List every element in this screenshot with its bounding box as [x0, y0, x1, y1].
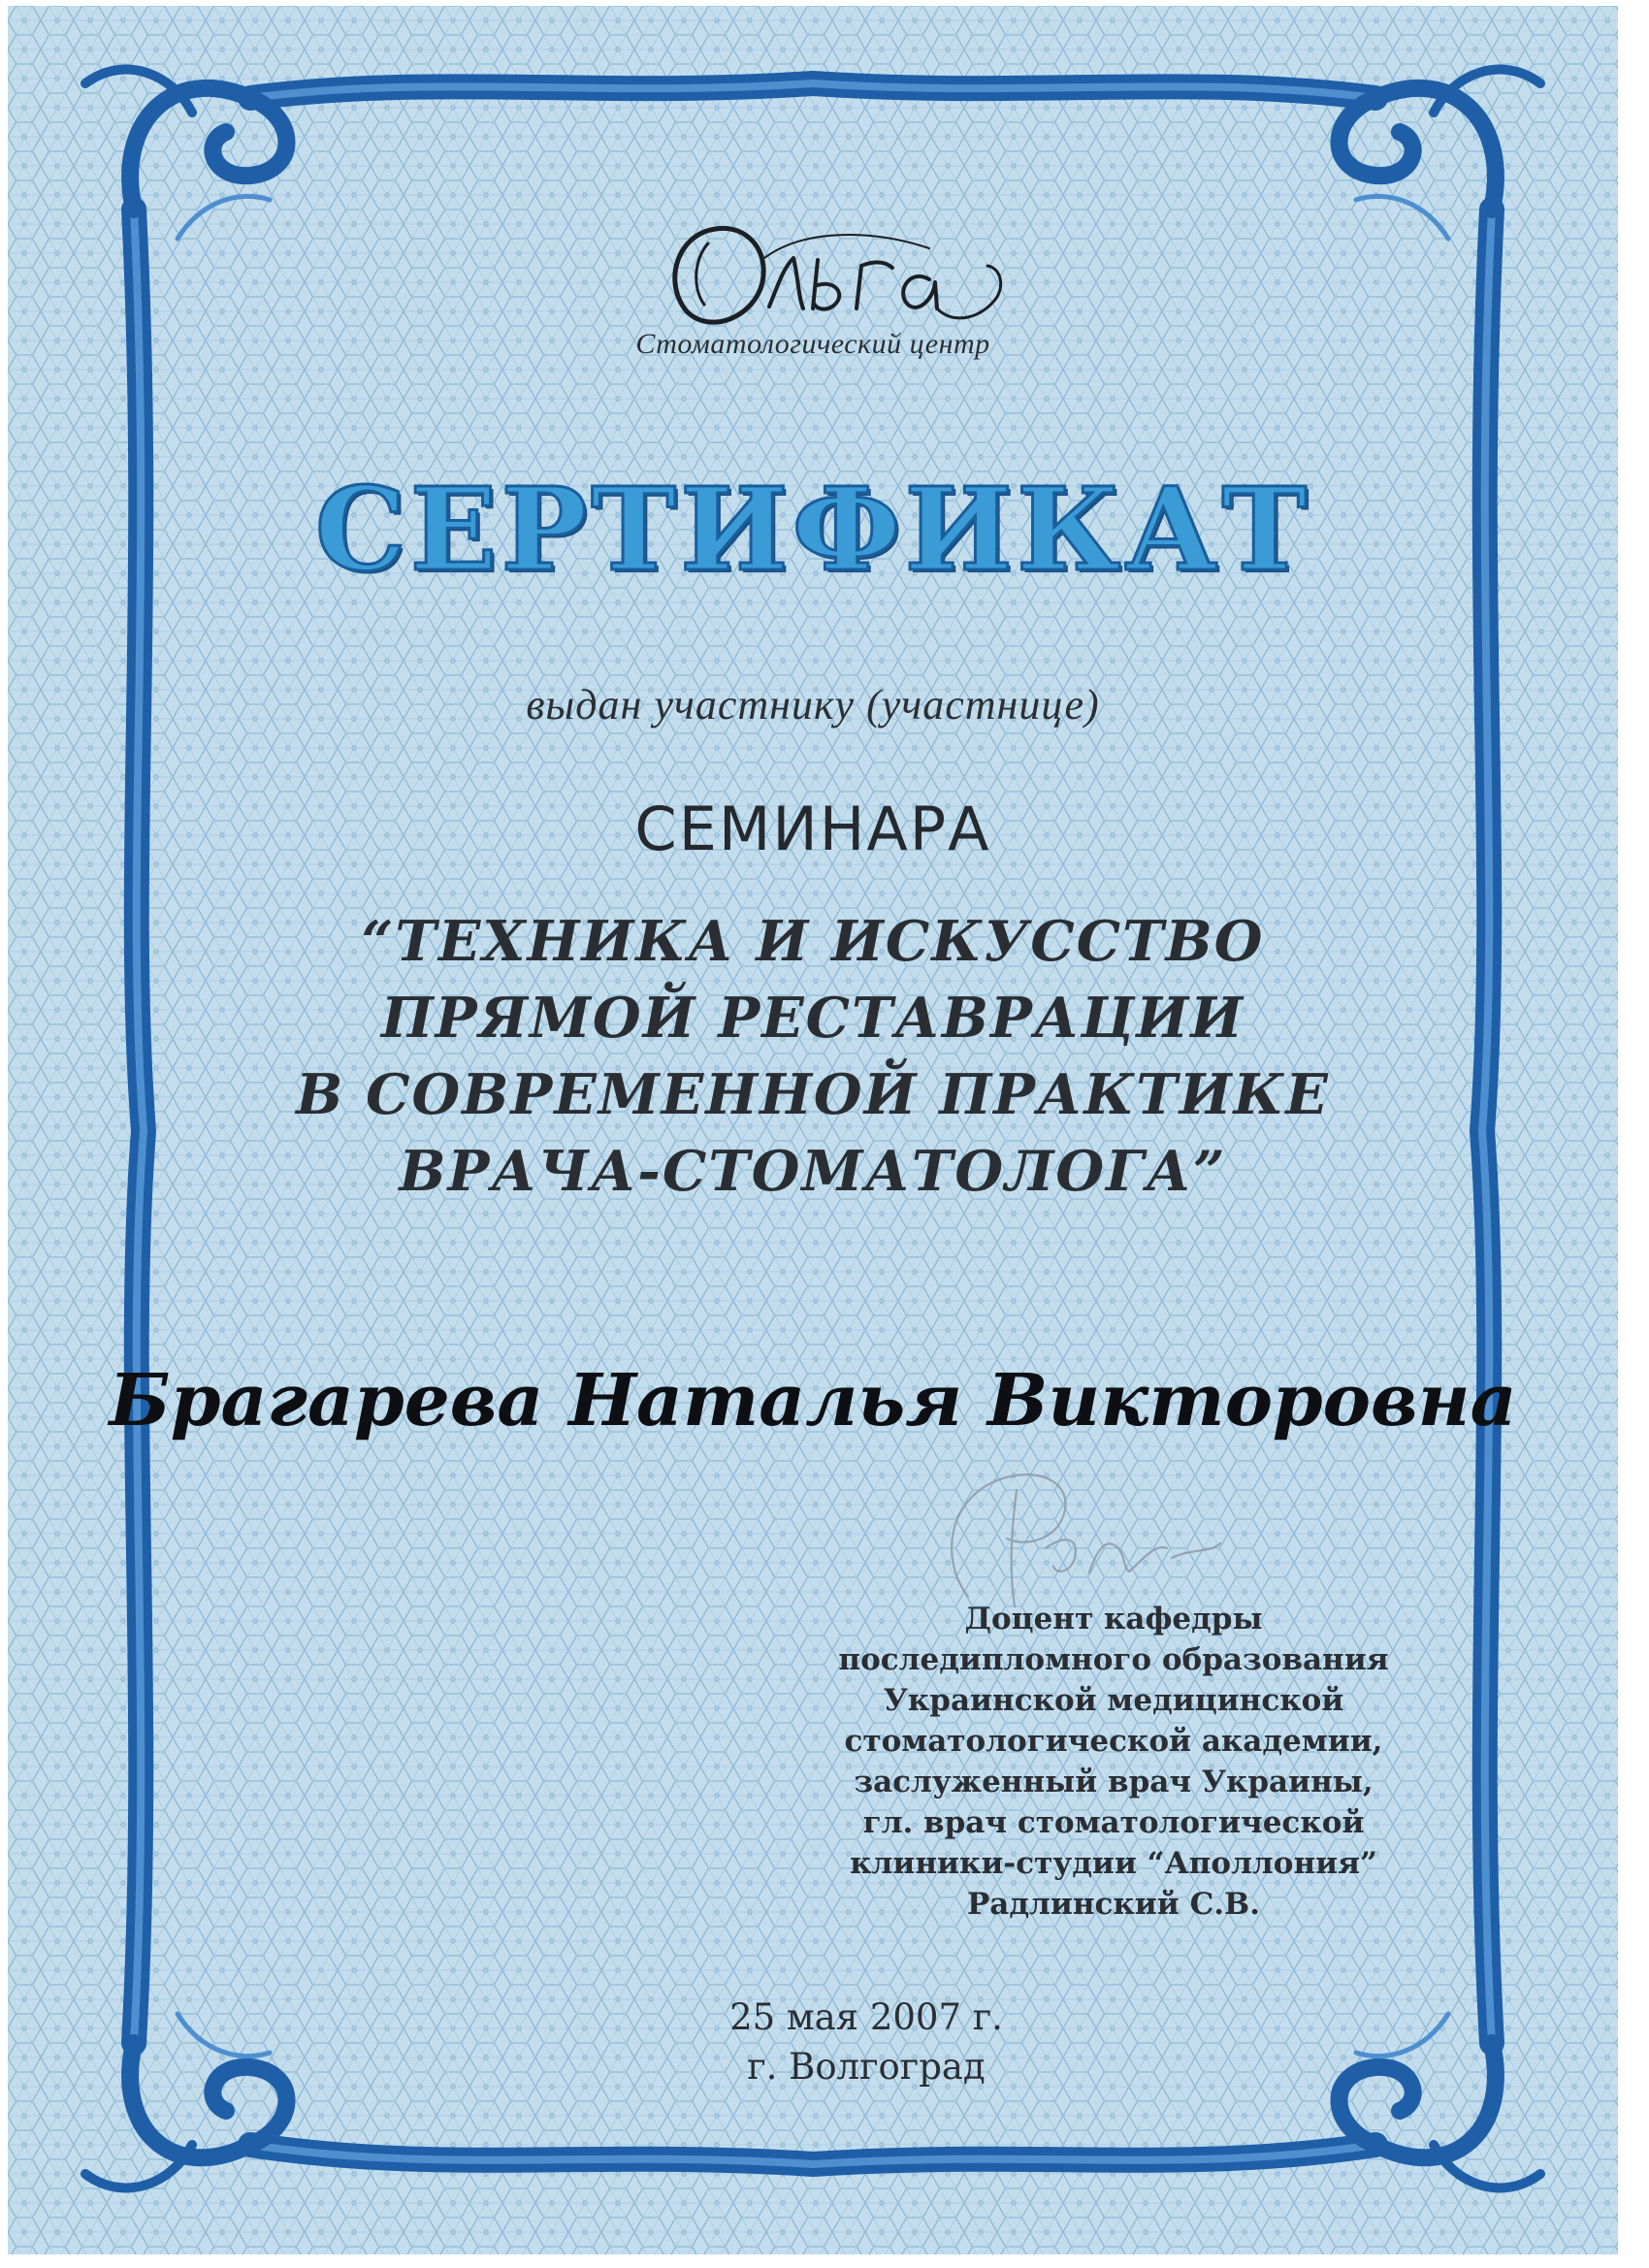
signatory-line: стоматологической академии,	[844, 1724, 1383, 1759]
certificate-title: СЕРТИФИКАТ	[314, 462, 1311, 597]
signatory-line: клиники-студии “Аполлония”	[850, 1846, 1377, 1881]
topic-line: “ТЕХНИКА И ИСКУССТВО	[361, 909, 1265, 974]
signatory-line: заслуженный врач Украины,	[854, 1765, 1374, 1799]
signatory-name: Радлинский С.В.	[966, 1887, 1261, 1922]
issue-date: 25 мая 2007 г.	[729, 1996, 1003, 2038]
topic-line: ПРЯМОЙ РЕСТАВРАЦИИ	[380, 986, 1245, 1051]
signatory-line: гл. врач стоматологической	[862, 1805, 1365, 1840]
seminar-topic	[153, 903, 1472, 1210]
certificate-paper	[8, 6, 1618, 2254]
certificate-content	[8, 6, 1618, 2254]
signatory-line: Доцент кафедры	[964, 1602, 1263, 1636]
signatory-block	[774, 1599, 1453, 1925]
signatory-line: Украинской медицинской	[883, 1683, 1344, 1718]
event-type: СЕМИНАРА	[634, 794, 991, 864]
issued-to-label: выдан участнику (участнице)	[526, 681, 1100, 729]
topic-line: ВРАЧА-СТОМАТОЛОГА”	[399, 1139, 1227, 1204]
issue-city: г. Волгоград	[747, 2046, 986, 2088]
recipient-name: Брагарева Наталья Викторовна	[109, 1359, 1517, 1442]
topic-line: В СОВРЕМЕННОЙ ПРАКТИКЕ	[296, 1062, 1330, 1127]
logo-subtitle: Стоматологический центр	[635, 328, 990, 360]
signatory-line: последипломного образования	[838, 1642, 1389, 1677]
